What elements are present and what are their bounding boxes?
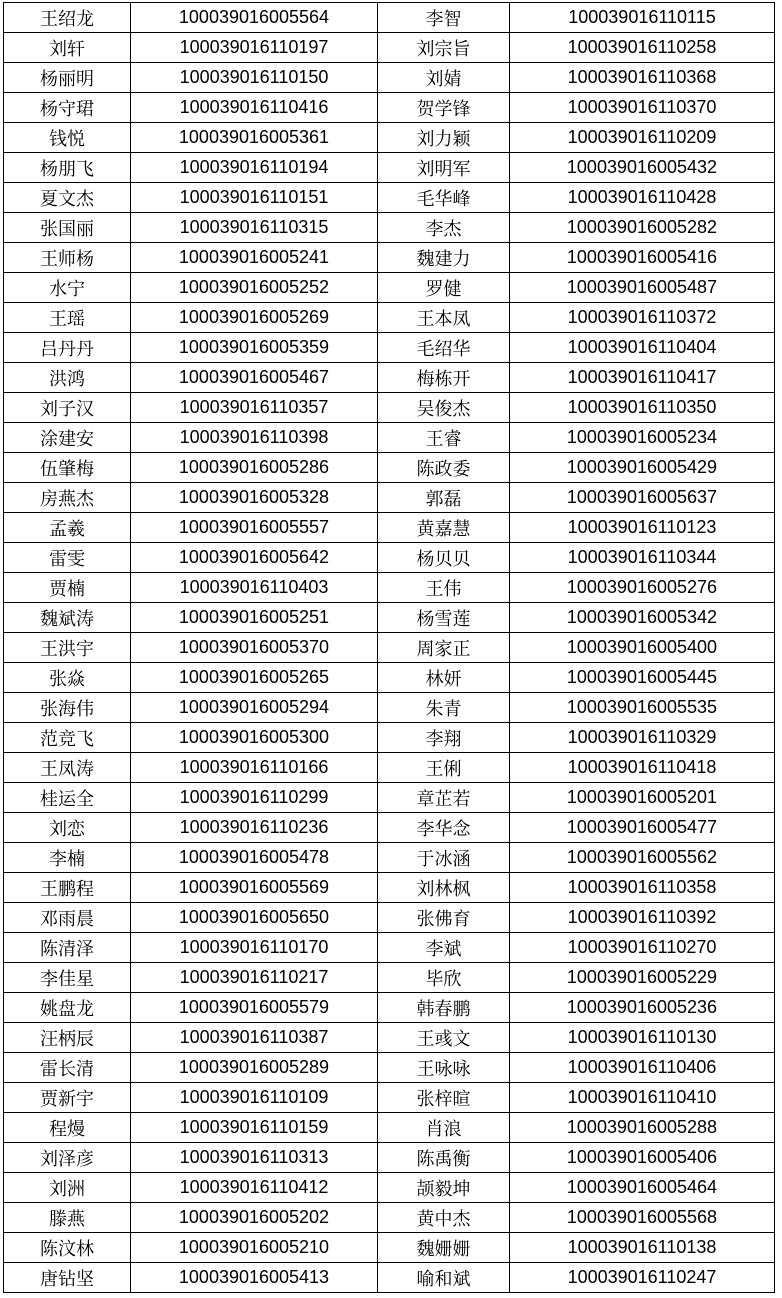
left-name-cell: 贾楠 [4, 573, 131, 603]
table-row [4, 183, 775, 213]
right-name-cell: 李杰 [378, 213, 510, 243]
left-id-cell: 100039016005564 [131, 3, 378, 33]
left-id-cell: 100039016005361 [131, 123, 378, 153]
right-name-cell: 王俐 [378, 753, 510, 783]
table-row [4, 963, 775, 993]
left-id-cell: 100039016110151 [131, 183, 378, 213]
left-name-cell: 刘恋 [4, 813, 131, 843]
table-row [4, 303, 775, 333]
right-name-cell: 王本凤 [378, 303, 510, 333]
table-row [4, 33, 775, 63]
right-name-cell: 张梓暄 [378, 1083, 510, 1113]
right-name-cell: 贺学锋 [378, 93, 510, 123]
table-row [4, 273, 775, 303]
table-row [4, 453, 775, 483]
right-name-cell: 王彧文 [378, 1023, 510, 1053]
left-name-cell: 汪柄辰 [4, 1023, 131, 1053]
right-id-cell: 100039016110247 [510, 1263, 775, 1293]
left-id-cell: 100039016110197 [131, 33, 378, 63]
left-name-cell: 邓雨晨 [4, 903, 131, 933]
right-name-cell: 黄中杰 [378, 1203, 510, 1233]
right-id-cell: 100039016005400 [510, 633, 775, 663]
table-row [4, 753, 775, 783]
left-name-cell: 杨朋飞 [4, 153, 131, 183]
table-row [4, 813, 775, 843]
table-row [4, 1263, 775, 1293]
left-id-cell: 100039016005241 [131, 243, 378, 273]
right-id-cell: 100039016005406 [510, 1143, 775, 1173]
left-id-cell: 100039016005557 [131, 513, 378, 543]
left-name-cell: 陈汶林 [4, 1233, 131, 1263]
left-name-cell: 张海伟 [4, 693, 131, 723]
left-name-cell: 桂运全 [4, 783, 131, 813]
right-name-cell: 肖浪 [378, 1113, 510, 1143]
left-id-cell: 100039016110315 [131, 213, 378, 243]
left-name-cell: 钱悦 [4, 123, 131, 153]
left-name-cell: 杨丽明 [4, 63, 131, 93]
table-row [4, 513, 775, 543]
left-name-cell: 陈清泽 [4, 933, 131, 963]
right-name-cell: 吴俊杰 [378, 393, 510, 423]
table-row [4, 843, 775, 873]
table-row [4, 1143, 775, 1173]
left-id-cell: 100039016005210 [131, 1233, 378, 1263]
right-id-cell: 100039016005416 [510, 243, 775, 273]
left-name-cell: 姚盘龙 [4, 993, 131, 1023]
right-name-cell: 颉毅坤 [378, 1173, 510, 1203]
right-name-cell: 章芷若 [378, 783, 510, 813]
left-id-cell: 100039016005569 [131, 873, 378, 903]
left-name-cell: 孟羲 [4, 513, 131, 543]
right-id-cell: 100039016005562 [510, 843, 775, 873]
right-name-cell: 韩春鹏 [378, 993, 510, 1023]
table-row [4, 603, 775, 633]
right-id-cell: 100039016110406 [510, 1053, 775, 1083]
table-row [4, 1233, 775, 1263]
table-row [4, 933, 775, 963]
right-id-cell: 100039016110138 [510, 1233, 775, 1263]
right-id-cell: 100039016110368 [510, 63, 775, 93]
table-row [4, 123, 775, 153]
right-id-cell: 100039016110428 [510, 183, 775, 213]
table-row [4, 873, 775, 903]
table-row [4, 243, 775, 273]
right-id-cell: 100039016110344 [510, 543, 775, 573]
left-name-cell: 魏斌涛 [4, 603, 131, 633]
right-id-cell: 100039016005535 [510, 693, 775, 723]
table-row [4, 333, 775, 363]
left-name-cell: 王瑶 [4, 303, 131, 333]
right-id-cell: 100039016005229 [510, 963, 775, 993]
right-id-cell: 100039016005201 [510, 783, 775, 813]
right-name-cell: 毛绍华 [378, 333, 510, 363]
left-id-cell: 100039016005265 [131, 663, 378, 693]
right-name-cell: 毕欣 [378, 963, 510, 993]
right-name-cell: 刘明军 [378, 153, 510, 183]
right-id-cell: 100039016110350 [510, 393, 775, 423]
table-row [4, 483, 775, 513]
right-name-cell: 黄嘉慧 [378, 513, 510, 543]
right-id-cell: 100039016005464 [510, 1173, 775, 1203]
left-id-cell: 100039016005359 [131, 333, 378, 363]
right-name-cell: 郭磊 [378, 483, 510, 513]
left-id-cell: 100039016005413 [131, 1263, 378, 1293]
left-name-cell: 涂建安 [4, 423, 131, 453]
left-id-cell: 100039016110217 [131, 963, 378, 993]
left-id-cell: 100039016005300 [131, 723, 378, 753]
right-name-cell: 梅栋开 [378, 363, 510, 393]
left-id-cell: 100039016110387 [131, 1023, 378, 1053]
table-row [4, 213, 775, 243]
right-id-cell: 100039016110115 [510, 3, 775, 33]
left-id-cell: 100039016005289 [131, 1053, 378, 1083]
left-name-cell: 范竞飞 [4, 723, 131, 753]
left-id-cell: 100039016005370 [131, 633, 378, 663]
right-id-cell: 100039016005276 [510, 573, 775, 603]
table-row [4, 93, 775, 123]
left-name-cell: 李楠 [4, 843, 131, 873]
left-name-cell: 王凤涛 [4, 753, 131, 783]
right-id-cell: 100039016110329 [510, 723, 775, 753]
table-row [4, 1203, 775, 1233]
left-name-cell: 洪鸿 [4, 363, 131, 393]
left-id-cell: 100039016005294 [131, 693, 378, 723]
right-name-cell: 张佛育 [378, 903, 510, 933]
left-name-cell: 夏文杰 [4, 183, 131, 213]
right-id-cell: 100039016110123 [510, 513, 775, 543]
left-name-cell: 王师杨 [4, 243, 131, 273]
table-row [4, 1023, 775, 1053]
left-id-cell: 100039016110159 [131, 1113, 378, 1143]
right-id-cell: 100039016110417 [510, 363, 775, 393]
left-id-cell: 100039016110357 [131, 393, 378, 423]
right-name-cell: 陈政委 [378, 453, 510, 483]
right-name-cell: 毛华峰 [378, 183, 510, 213]
right-id-cell: 100039016005637 [510, 483, 775, 513]
left-id-cell: 100039016005202 [131, 1203, 378, 1233]
table-row [4, 1113, 775, 1143]
left-name-cell: 王鹏程 [4, 873, 131, 903]
table-row [4, 153, 775, 183]
right-id-cell: 100039016005288 [510, 1113, 775, 1143]
right-id-cell: 100039016005282 [510, 213, 775, 243]
left-id-cell: 100039016005251 [131, 603, 378, 633]
right-name-cell: 王伟 [378, 573, 510, 603]
left-id-cell: 100039016110299 [131, 783, 378, 813]
left-name-cell: 李佳星 [4, 963, 131, 993]
right-id-cell: 100039016110130 [510, 1023, 775, 1053]
right-id-cell: 100039016005568 [510, 1203, 775, 1233]
right-id-cell: 100039016110358 [510, 873, 775, 903]
left-name-cell: 水宁 [4, 273, 131, 303]
left-id-cell: 100039016005269 [131, 303, 378, 333]
left-id-cell: 100039016005579 [131, 993, 378, 1023]
right-id-cell: 100039016110372 [510, 303, 775, 333]
right-id-cell: 100039016110410 [510, 1083, 775, 1113]
right-name-cell: 王咏咏 [378, 1053, 510, 1083]
right-id-cell: 100039016005432 [510, 153, 775, 183]
right-id-cell: 100039016110209 [510, 123, 775, 153]
left-name-cell: 王绍龙 [4, 3, 131, 33]
left-id-cell: 100039016110150 [131, 63, 378, 93]
left-id-cell: 100039016110194 [131, 153, 378, 183]
left-name-cell: 贾新宇 [4, 1083, 131, 1113]
right-name-cell: 魏姗姗 [378, 1233, 510, 1263]
left-name-cell: 刘洲 [4, 1173, 131, 1203]
left-name-cell: 程熳 [4, 1113, 131, 1143]
table-row [4, 423, 775, 453]
right-name-cell: 李智 [378, 3, 510, 33]
table-row [4, 1053, 775, 1083]
left-name-cell: 杨守珺 [4, 93, 131, 123]
right-id-cell: 100039016005487 [510, 273, 775, 303]
left-id-cell: 100039016110236 [131, 813, 378, 843]
right-id-cell: 100039016110404 [510, 333, 775, 363]
right-name-cell: 李华念 [378, 813, 510, 843]
left-id-cell: 100039016110416 [131, 93, 378, 123]
left-name-cell: 雷长清 [4, 1053, 131, 1083]
left-id-cell: 100039016005252 [131, 273, 378, 303]
right-name-cell: 魏建力 [378, 243, 510, 273]
right-name-cell: 林妍 [378, 663, 510, 693]
left-id-cell: 100039016110166 [131, 753, 378, 783]
table-row [4, 723, 775, 753]
right-name-cell: 刘力颖 [378, 123, 510, 153]
right-name-cell: 于冰涵 [378, 843, 510, 873]
left-name-cell: 伍肇梅 [4, 453, 131, 483]
right-name-cell: 王睿 [378, 423, 510, 453]
left-name-cell: 刘子汉 [4, 393, 131, 423]
right-id-cell: 100039016005236 [510, 993, 775, 1023]
left-name-cell: 滕燕 [4, 1203, 131, 1233]
right-id-cell: 100039016005477 [510, 813, 775, 843]
table-row [4, 1173, 775, 1203]
left-id-cell: 100039016110313 [131, 1143, 378, 1173]
left-name-cell: 刘泽彦 [4, 1143, 131, 1173]
left-id-cell: 100039016110412 [131, 1173, 378, 1203]
table-row [4, 633, 775, 663]
table-row [4, 63, 775, 93]
table-row [4, 783, 775, 813]
right-id-cell: 100039016110258 [510, 33, 775, 63]
table-row [4, 3, 775, 33]
right-name-cell: 刘婧 [378, 63, 510, 93]
left-id-cell: 100039016005286 [131, 453, 378, 483]
right-id-cell: 100039016005342 [510, 603, 775, 633]
table-row [4, 693, 775, 723]
right-id-cell: 100039016005234 [510, 423, 775, 453]
left-id-cell: 100039016005650 [131, 903, 378, 933]
right-name-cell: 李翔 [378, 723, 510, 753]
right-name-cell: 李斌 [378, 933, 510, 963]
roster-body [4, 3, 775, 1293]
right-id-cell: 100039016005445 [510, 663, 775, 693]
left-name-cell: 张国丽 [4, 213, 131, 243]
left-name-cell: 吕丹丹 [4, 333, 131, 363]
right-id-cell: 100039016005429 [510, 453, 775, 483]
left-name-cell: 张焱 [4, 663, 131, 693]
right-name-cell: 陈禹衡 [378, 1143, 510, 1173]
left-id-cell: 100039016005478 [131, 843, 378, 873]
right-name-cell: 罗健 [378, 273, 510, 303]
left-id-cell: 100039016110398 [131, 423, 378, 453]
table-row [4, 363, 775, 393]
left-name-cell: 唐钻坚 [4, 1263, 131, 1293]
left-name-cell: 王洪宇 [4, 633, 131, 663]
right-name-cell: 朱青 [378, 693, 510, 723]
right-name-cell: 刘林枫 [378, 873, 510, 903]
left-name-cell: 刘轩 [4, 33, 131, 63]
roster-table [3, 2, 775, 1293]
table-row [4, 993, 775, 1023]
right-id-cell: 100039016110418 [510, 753, 775, 783]
right-name-cell: 喻和斌 [378, 1263, 510, 1293]
table-row [4, 903, 775, 933]
table-row [4, 663, 775, 693]
left-name-cell: 雷雯 [4, 543, 131, 573]
table-row [4, 543, 775, 573]
right-id-cell: 100039016110392 [510, 903, 775, 933]
left-id-cell: 100039016005467 [131, 363, 378, 393]
left-id-cell: 100039016110109 [131, 1083, 378, 1113]
left-id-cell: 100039016110170 [131, 933, 378, 963]
left-id-cell: 100039016005642 [131, 543, 378, 573]
left-name-cell: 房燕杰 [4, 483, 131, 513]
right-name-cell: 刘宗旨 [378, 33, 510, 63]
right-name-cell: 周家正 [378, 633, 510, 663]
right-name-cell: 杨贝贝 [378, 543, 510, 573]
table-row [4, 573, 775, 603]
right-id-cell: 100039016110270 [510, 933, 775, 963]
table-row [4, 393, 775, 423]
right-id-cell: 100039016110370 [510, 93, 775, 123]
left-id-cell: 100039016005328 [131, 483, 378, 513]
right-name-cell: 杨雪莲 [378, 603, 510, 633]
table-row [4, 1083, 775, 1113]
left-id-cell: 100039016110403 [131, 573, 378, 603]
